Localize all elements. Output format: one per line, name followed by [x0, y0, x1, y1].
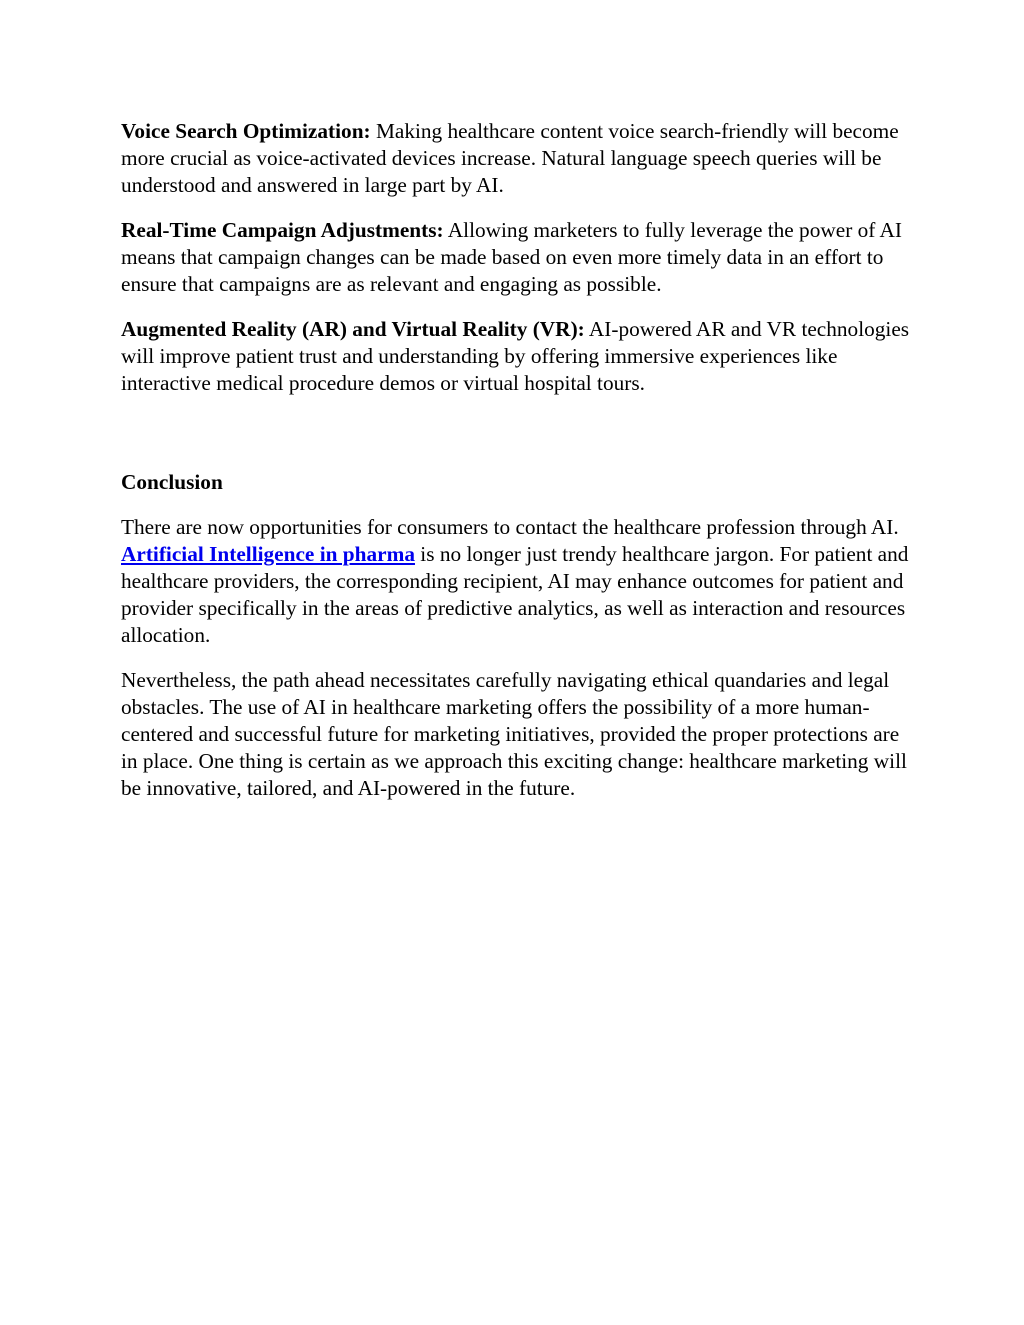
section-spacer — [121, 415, 921, 469]
conclusion-text: There are now opportunities for consumers to contact the healthcare profession through AI. — [121, 515, 899, 539]
trend-text: AI-powered AR and VR technologies will improve patient trust and understanding by offering immersive experiences like interactive medical procedure demos or virtual hospital tours. — [121, 317, 910, 395]
conclusion-paragraph-1 — [121, 514, 921, 649]
conclusion-text: is no longer just trendy healthcare jargon. For patient and healthcare providers, the corresponding recipient, AI may enhance outcomes for patient and provider specifically in the areas of predictive analytics, as well as interaction and resources allocation. — [121, 542, 909, 647]
trend-voice-search — [121, 118, 921, 199]
trend-realtime-campaign — [121, 217, 921, 298]
trend-term: Augmented Reality (AR) and Virtual Reality (VR): — [121, 317, 585, 341]
ai-in-pharma-link[interactable]: Artificial Intelligence in pharma — [121, 542, 415, 566]
trend-term: Voice Search Optimization: — [121, 119, 371, 143]
trend-term: Real-Time Campaign Adjustments: — [121, 218, 444, 242]
trend-ar-vr — [121, 316, 921, 397]
trend-text: Making healthcare content voice search-friendly will become more crucial as voice-activated devices increase. Natural language speech queries will be understood and answered in large part by AI. — [121, 119, 899, 197]
conclusion-heading: Conclusion — [121, 470, 223, 494]
trend-text: Allowing marketers to fully leverage the power of AI means that campaign changes can be made based on even more timely data in an effort to ensure that campaigns are as relevant and engaging as possible. — [121, 218, 902, 296]
document-page — [121, 118, 921, 820]
conclusion-paragraph-2: Nevertheless, the path ahead necessitates carefully navigating ethical quandaries and legal obstacles. The use of AI in healthcare marketing offers the possibility of a more human-centered and successful future for marketing initiatives, provided the proper protections are in place. One thing is certain as we approach this exciting change: healthcare marketing will be innovative, tailored, and AI-powered in the future. — [121, 668, 907, 800]
